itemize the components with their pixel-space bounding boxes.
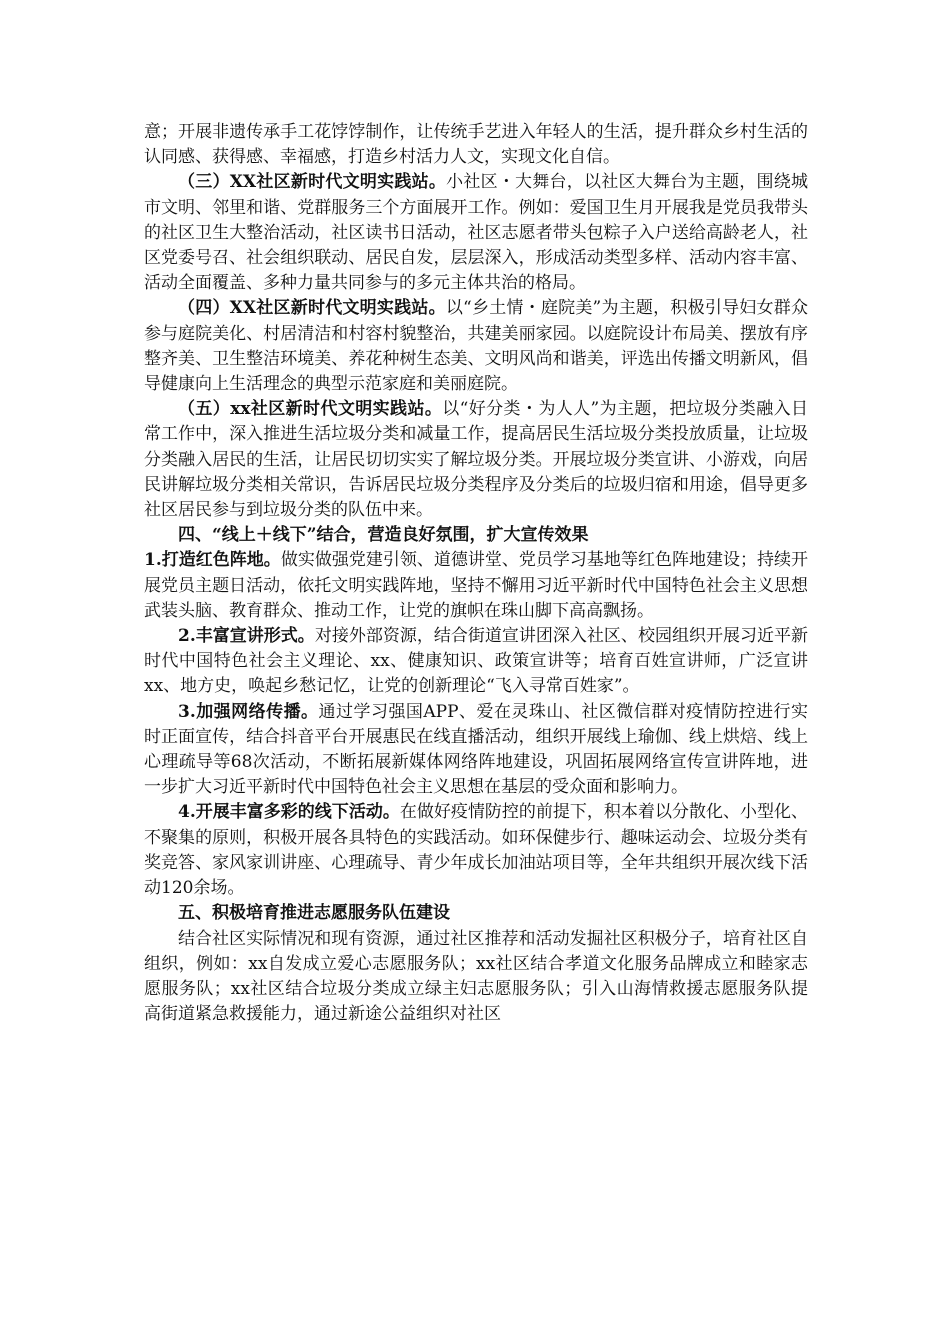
paragraph-9-heading: 4.开展丰富多彩的线下活动。: [178, 802, 400, 823]
paragraph-6: [144, 548, 808, 624]
paragraph-6-text: 做实做强党建引领、道德讲堂、党员学习基地等红色阵地建设；持续开展党员主题日活动，依托文明实践阵地，坚持不懈用习近平新时代中国特色社会主义思想武装头脑、教育群众、推动工作，让党的旗帜在珠山脚下高高飘扬。: [144, 550, 809, 621]
paragraph-2-text: 小社区・大舞台，以社区大舞台为主题，围绕城市文明、邻里和谐、党群服务三个方面展开工作。例如：爱国卫生月开展我是党员我带头的社区卫生大整治活动，社区读书日活动，社区志愿者带头包粽子入户送给高龄老人，社区党委号召、社会组织联动、居民自发，层层深入，形成活动类型多样、活动内容丰富、活动全面覆盖、多种力量共同参与的多元主体共治的格局。: [144, 172, 808, 294]
paragraph-8: [144, 700, 808, 801]
paragraph-2: [144, 170, 808, 296]
section-heading-5: [144, 901, 808, 926]
paragraph-4-heading: （五）xx社区新时代文明实践站。: [178, 399, 443, 420]
paragraph-11-text: 结合社区实际情况和现有资源，通过社区推荐和活动发掘社区积极分子，培育社区自组织，例如：xx自发成立爱心志愿服务队；xx社区结合孝道文化服务品牌成立和睦家志愿服务队；xx社区结合垃圾分类成立绿主妇志愿服务队；引入山海情救援志愿服务队提高街道紧急救援能力，通过新途公益组织对社区: [144, 928, 808, 1025]
section-heading-4: [144, 523, 808, 548]
paragraph-1-text: 意；开展非遗传承手工花饽饽制作，让传统手艺进入年轻人的生活，提升群众乡村生活的认同感、获得感、幸福感，打造乡村活力人文，实现文化自信。: [144, 122, 808, 168]
paragraph-7-text: 对接外部资源，结合街道宣讲团深入社区、校园组织开展习近平新时代中国特色社会主义理论、xx、健康知识、政策宣讲等；培育百姓宣讲师，广泛宣讲xx、地方史，唤起乡愁记忆，让党的创新理论“飞入寻常百姓家”。: [144, 626, 809, 697]
paragraph-9: [144, 800, 808, 901]
paragraph-6-heading: 1.打造红色阵地。: [144, 550, 281, 571]
paragraph-3-text: 以“乡土情・庭院美”为主题，积极引导妇女群众参与庭院美化、村居清洁和村容村貌整治，共建美丽家园。以庭院设计布局美、摆放有序整齐美、卫生整洁环境美、养花种树生态美、文明风尚和谐美，评选出传播文明新风，倡导健康向上生活理念的典型示范家庭和美丽庭院。: [144, 298, 808, 395]
paragraph-3: [144, 296, 808, 397]
paragraph-2-heading: （三）XX社区新时代文明实践站。: [178, 172, 447, 193]
section-heading-4-text: 四、“线上＋线下”结合，营造良好氛围，扩大宣传效果: [178, 525, 589, 546]
paragraph-4-text: 以“好分类・为人人”为主题，把垃圾分类融入日常工作中，深入推进生活垃圾分类和减量工作，提高居民生活垃圾分类投放质量，让垃圾分类融入居民的生活，让居民切切实实了解垃圾分类。开展垃圾分类宣讲、小游戏，向居民讲解垃圾分类相关常识，告诉居民垃圾分类程序及分类后的垃圾归宿和用途，倡导更多社区居民参与到垃圾分类的队伍中来。: [144, 399, 808, 521]
paragraph-7-heading: 2.丰富宣讲形式。: [178, 626, 315, 647]
paragraph-4: [144, 397, 808, 523]
document-page: [144, 120, 808, 1027]
paragraph-8-text: 通过学习强国APP、爱在灵珠山、社区微信群对疫情防控进行实时正面宣传，结合抖音平台开展惠民在线直播活动，组织开展线上瑜伽、线上烘焙、线上心理疏导等68次活动，不断拓展新媒体网络阵地建设，巩固拓展网络宣传宣讲阵地，进一步扩大习近平新时代中国特色社会主义思想在基层的受众面和影响力。: [144, 701, 809, 798]
paragraph-3-heading: （四）XX社区新时代文明实践站。: [178, 298, 446, 319]
paragraph-9-text: 在做好疫情防控的前提下，积本着以分散化、小型化、不聚集的原则，积极开展各具特色的实践活动。如环保健步行、趣味运动会、垃圾分类有奖竞答、家风家训讲座、心理疏导、青少年成长加油站项目等，全年共组织开展次线下活动120余场。: [144, 802, 809, 899]
paragraph-1: [144, 120, 808, 170]
paragraph-7: [144, 624, 808, 700]
paragraph-8-heading: 3.加强网络传播。: [178, 701, 319, 722]
section-heading-5-text: 五、积极培育推进志愿服务队伍建设: [178, 903, 450, 924]
paragraph-11: [144, 927, 808, 1028]
